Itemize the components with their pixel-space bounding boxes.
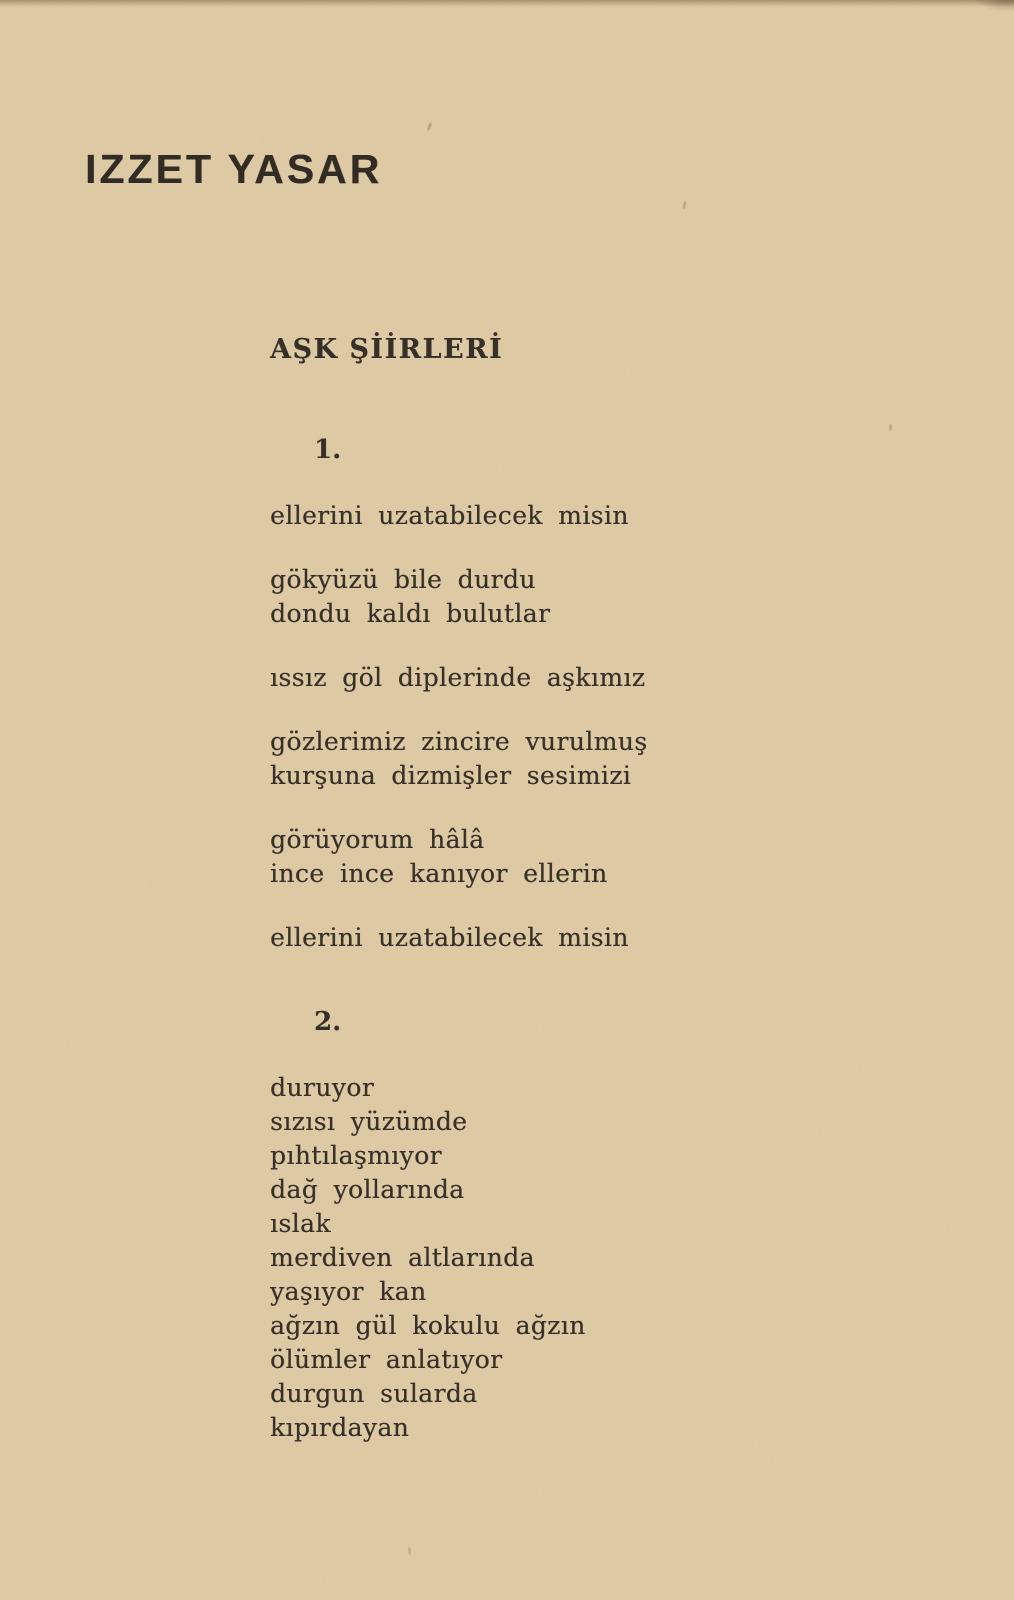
- stanza: [270, 1071, 830, 1445]
- paper-speck: [408, 1547, 412, 1555]
- section-number: 1.: [314, 435, 342, 465]
- poem-line: gözlerimiz zincire vurulmuş: [270, 727, 648, 756]
- poem-line: kıpırdayan: [270, 1413, 410, 1442]
- poem-line: merdiven altlarında: [270, 1243, 535, 1272]
- poem-line: kurşuna dizmişler sesimizi: [270, 761, 632, 790]
- poem-line: ince ince kanıyor ellerin: [270, 859, 608, 888]
- author-name: IZZET YASAR: [85, 146, 383, 192]
- poem-line: yaşıyor kan: [270, 1277, 427, 1306]
- poem-line: dağ yollarında: [270, 1175, 465, 1204]
- stanza: [270, 563, 830, 631]
- poem-line: duruyor: [270, 1073, 375, 1102]
- stanza: [270, 725, 830, 793]
- poem-line: ıslak: [270, 1209, 331, 1238]
- paper-speck: [682, 201, 687, 209]
- poem-sections: [270, 433, 830, 1445]
- poem-line: gökyüzü bile durdu: [270, 565, 536, 594]
- stanza: [270, 921, 830, 955]
- paper-speck: [427, 122, 433, 131]
- stanza: [270, 823, 830, 891]
- poem-title: AŞK ŞİİRLERİ: [270, 334, 504, 365]
- poem-line: sızısı yüzümde: [270, 1107, 468, 1136]
- paper-speck: [889, 424, 893, 431]
- poem-content: [270, 333, 830, 1445]
- poem-line: dondu kaldı bulutlar: [270, 599, 551, 628]
- poem-line: ağzın gül kokulu ağzın: [270, 1311, 586, 1340]
- stanza: [270, 499, 830, 533]
- poem-line: ıssız göl diplerinde aşkımız: [270, 663, 646, 692]
- poem-line: görüyorum hâlâ: [270, 825, 485, 854]
- poem-section-2: [270, 1005, 830, 1445]
- poem-line: ellerini uzatabilecek misin: [270, 923, 629, 952]
- poem-line: ellerini uzatabilecek misin: [270, 501, 629, 530]
- poem-line: ölümler anlatıyor: [270, 1345, 503, 1374]
- poem-line: pıhtılaşmıyor: [270, 1141, 442, 1170]
- stanza: [270, 661, 830, 695]
- section-number: 2.: [314, 1007, 342, 1037]
- poem-section-1: [270, 433, 830, 955]
- poem-line: durgun sularda: [270, 1379, 478, 1408]
